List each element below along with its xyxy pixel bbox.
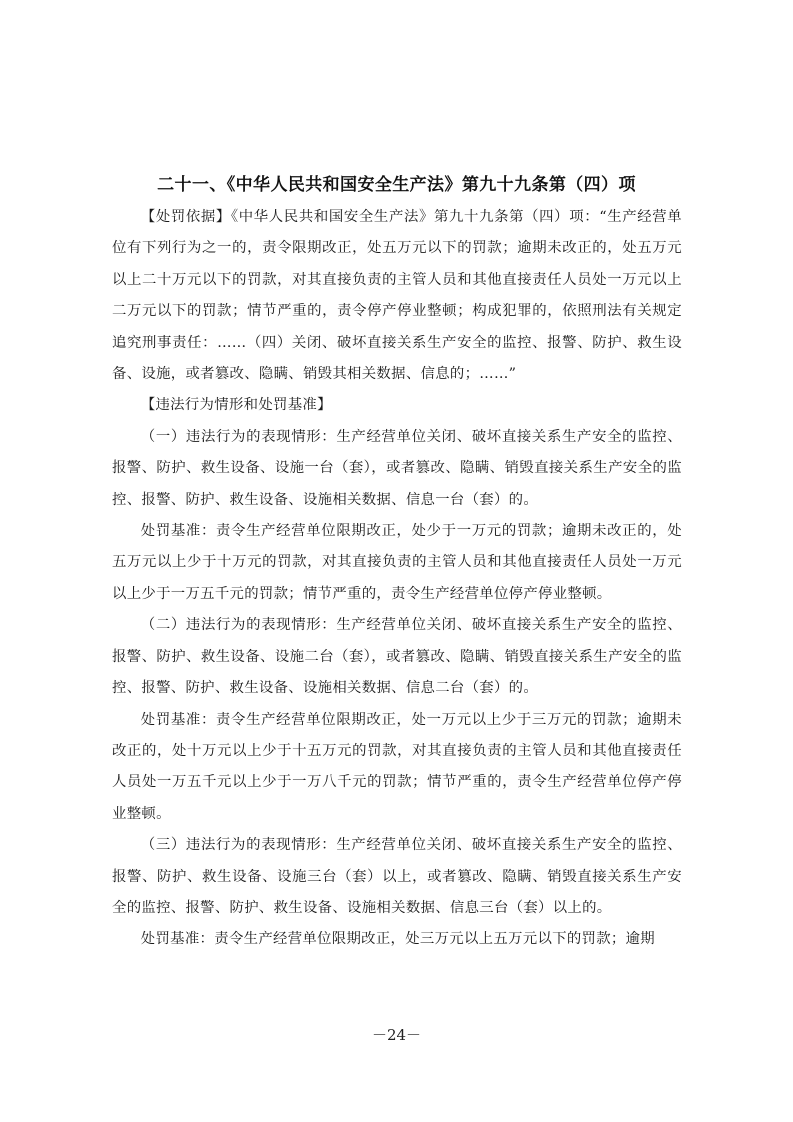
document-body (112, 202, 682, 956)
paragraph-penalty-basis: 【处罚依据】《中华人民共和国安全生产法》第九十九条第（四）项：“生产经营单位有下列行为之一的，责令限期改正，处五万元以下的罚款；逾期未改正的，处五万元以上二十万元以下的罚款，对其直接负责的主管人员和其他直接责任人员处一万元以上二万元以下的罚款；情节严重的，责令停产停业整顿；构成犯罪的，依照刑法有关规定追究刑事责任：……（四）关闭、破坏直接关系生产安全的监控、报警、防护、救生设备、设施，或者篡改、隐瞒、销毁其相关数据、信息的；……” (112, 209, 682, 383)
page-number: －24－ (371, 1026, 422, 1044)
paragraph-standard-3: 处罚基准：责令生产经营单位限期改正，处三万元以上五万元以下的罚款；逾期 (140, 931, 655, 948)
paragraph-situation-2: （二）违法行为的表现情形：生产经营单位关闭、破坏直接关系生产安全的监控、报警、防护、救生设备、设施二台（套），或者篡改、隐瞒、销毁直接关系生产安全的监控、报警、防护、救生设备、设施相关数据、信息二台（套）的。 (112, 617, 682, 697)
section-title: 二十一、《中华人民共和国安全生产法》第九十九条第（四）项 (157, 175, 636, 195)
paragraph-standard-1: 处罚基准：责令生产经营单位限期改正，处少于一万元的罚款；逾期未改正的，处五万元以上少于十万元的罚款，对其直接负责的主管人员和其他直接责任人员处一万元以上少于一万五千元的罚款；情节严重的，责令生产经营单位停产停业整顿。 (112, 523, 682, 602)
paragraph-section-heading: 【违法行为情形和处罚基准】 (140, 397, 332, 414)
paragraph-situation-1: （一）违法行为的表现情形：生产经营单位关闭、破坏直接关系生产安全的监控、报警、防护、救生设备、设施一台（套），或者篡改、隐瞒、销毁直接关系生产安全的监控、报警、防护、救生设备、设施相关数据、信息一台（套）的。 (112, 428, 682, 508)
paragraph-situation-3: （三）违法行为的表现情形：生产经营单位关闭、破坏直接关系生产安全的监控、报警、防护、救生设备、设施三台（套）以上，或者篡改、隐瞒、销毁直接关系生产安全的监控、报警、防护、救生设备、设施相关数据、信息三台（套）以上的。 (112, 837, 682, 916)
paragraph-standard-2: 处罚基准：责令生产经营单位限期改正，处一万元以上少于三万元的罚款；逾期未改正的，处十万元以上少于十五万元的罚款，对其直接负责的主管人员和其他直接责任人员处一万五千元以上少于一万八千元的罚款；情节严重的，责令生产经营单位停产停业整顿。 (112, 711, 682, 822)
